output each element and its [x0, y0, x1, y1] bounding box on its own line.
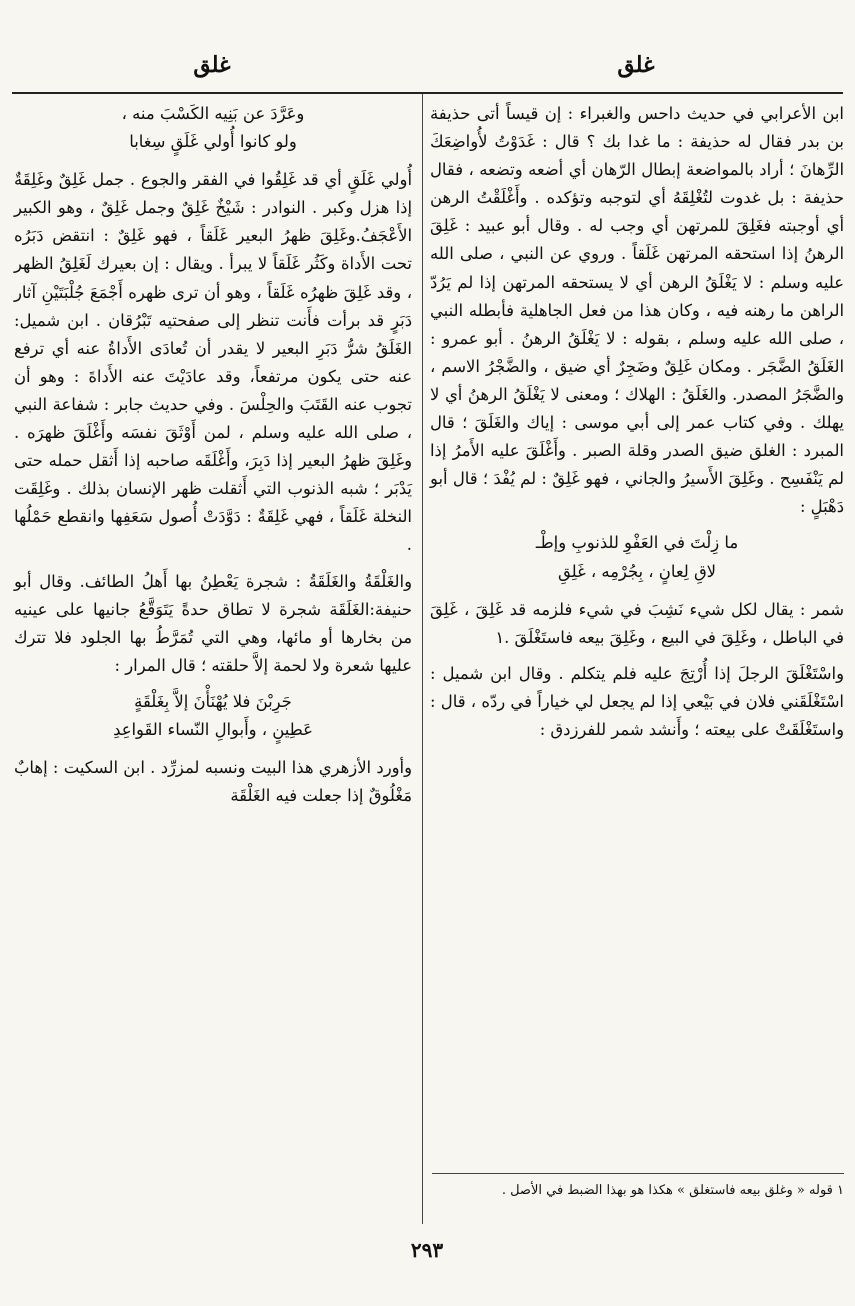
page-number: ٢٩٣ [410, 1238, 444, 1262]
right-verse [430, 529, 844, 585]
right-verse-line-2: لاقِ لِعانٍ ، بِجُرْمِه ، غَلِقِ [557, 561, 717, 581]
right-paragraph-2: شمر : يقال لكل شيء نَشِبَ في شيء فلزمه قد غَلِقَ ، غَلِقَ في الباطل ، وغَلِقَ في البيع ، وغَلِقَ بيعه فاستَغْلَقَ .١ [430, 599, 844, 647]
left-column [14, 100, 412, 818]
header-rule [12, 92, 843, 94]
left-verse-2-line-2: عَطِينٍ ، وأَبوالِ النّساء القَواعِدِ [113, 719, 313, 739]
right-paragraph-3: واسْتَغْلَقَ الرجلَ إذا أُرْتِجَ عليه فلم يتكلم . وقال ابن شميل : اسْتَغْلَقَني فلان في بَيْعي إذا لم يجعل لي خياراً في ردّه ، قال : واستَغْلَقَتْ على بيعته ؛ وأَنشد شمر للفرزدق : [430, 663, 844, 739]
left-paragraph-3: وأورد الأزهري هذا البيت ونسبه لمزرِّد . ابن السكيت : إهابٌ مَغْلُوقٌ إذا جعلت فيه الغَلْقَة [14, 758, 412, 806]
left-verse-2 [14, 688, 412, 744]
left-verse-1-line-2: ولو كانوا أُولي غَلَقٍ سِغابا [129, 132, 297, 152]
right-paragraph-1: ابن الأعرابي في حديث داحس والغبراء : إن قيساً أتى حذيفة بن بدر فقال له حذيفة : ما غدا بك ؟ قال : غَدَوْتُ لأُواضِعَكَ الرِّهانَ ؛ أراد بالمواضعة إبطال الرّهان أي أضعه وتضعه ، فقال حذيفة : بل غدوت لتُغْلِقَهُ أي لتوجبه وتؤكده . وأَغْلَقْتُ الرهن أي أوجبته فغَلِقَ للمرتهن أي وجب له . وقال أبو عبيد : غَلِقَ الرهنُ إذا استحقه المرتهن غَلَقاً . وروي عن النبي ، صلى الله عليه وسلم : لا يَغْلَقُ الرهن أي لا يستحقه المرتهن إذا لم يَرُدّ الراهن ما رهنه فيه ، وكان هذا من فعل الجاهلية فأبطله النبي ، صلى الله عليه وسلم ، بقوله : لا يَغْلَقُ الرهنُ . أبو عمرو : الغَلَقُ الضَّجَر . ومكان غَلِقٌ وضَجِرٌ أي ضيق ، والضَّجْرُ الاسم ، والضَّجَرُ المصدر. والغَلَقُ : الهلاك ؛ ومعنى لا يَغْلَقُ الرهنُ أي لا يهلك . وفي كتاب عمر إلى أبي موسى : إياك والغَلَقَ ؛ قال المبرد : الغلق ضيق الصدر وقلة الصبر . وأَغْلَقَ عليه الأَمرُ إذا لم يَنْفَسِح . وغَلِقَ الأَسيرُ والجاني ، فهو غَلِقٌ : لم يُفْدَ ؛ قال أبو دَهْبَلٍ : [430, 104, 844, 517]
left-verse-1 [14, 100, 412, 156]
column-divider [422, 94, 423, 1224]
footnote: ١ قوله « وغلق بيعه فاستغلق » هكذا هو بهذا الضبط في الأصل . [501, 1183, 844, 1198]
right-verse-line-1: ما زِلْتَ في العَفْوِ للذنوبِ وإطْـ [535, 533, 739, 553]
headword-right: غلق [617, 52, 655, 78]
headword-left: غلق [193, 52, 231, 78]
left-verse-2-line-1: جَرِبْنَ فلا يُهْنَأْنَ إلاَّ بِغَلْقَةٍ [134, 691, 292, 711]
right-column [430, 100, 844, 752]
left-paragraph-1: أُولي غَلَقٍ أي قد غَلِقُوا في الفقر والجوع . جمل غَلِقٌ وغَلِقَةٌ إذا هزل وكبر . النوادر : شَيْخٌ غَلِقٌ وجمل غَلِقٌ ، وهو الكبير الأَعْجَفُ.وغَلِقَ ظهرُ البعير غَلَقاً ، فهو غَلِقٌ : انتقض دَبَرُه تحت الأَداة وكَثُر غَلَقاً لا يبرأ . ويقال : إن بعيرك لَغَلِقُ الظهر ، وقد غَلِقَ ظهرُه غَلَقاً ، وهو أن ترى ظهره أَجْمَعَ جُلْبَتَيْنِ آثار دَبَرٍ قد برأت فأَنت تنظر إلى صفحتيه تَبْرُقان . ابن شميل: الغَلَقُ شرُّ دَبَرِ البعير لا يقدر أن تُعادَى الأَداةُ عنه أي ترفع عنه حتى يكون مرتفعاً، وقد عادَيْتَ عنه الأَداةَ : وهو أن تجوب عنه القَتَبَ والحِلْسَ . وفي حديث جابر : شفاعة النبي ، صلى الله عليه وسلم ، لمن أَوْثَقَ نفسَه وأَغْلَقَ ظهرَه . وغَلِقَ ظهرُ البعير إذا دَبِرَ، وأَغْلَقَه صاحبه إذا أَثقل حمله حتى يَدْبَر ؛ شبه الذنوب التي أَثقلت ظهر الإنسان بذلك . وغَلِقَت النخلة غَلَقاً ، فهي غَلِقَةٌ : دَوَّدَتْ أُصول سَعَفِها وانقطع حَمْلُها . [14, 170, 412, 555]
left-paragraph-2: والغَلْقَةُ والغَلَقَةُ : شجرة يَعْطِنُ بها أَهلُ الطائف. وقال أبو حنيفة:الغَلَقَة شجرة لا تطاق حدةً يَتَوَقَّعُ جانيها على عينيه من بخارها أو مائها، وهي التي تُمَرَّطُ بها الجلود فلا تترك عليها شعرة ولا لحمة إلاَّ حلقته ؛ قال المرار : [14, 571, 412, 675]
left-verse-1-line-1: وعَرَّدَ عن بَنِيه الكَسْبَ منه ، [121, 104, 305, 123]
footnote-rule [432, 1173, 844, 1174]
